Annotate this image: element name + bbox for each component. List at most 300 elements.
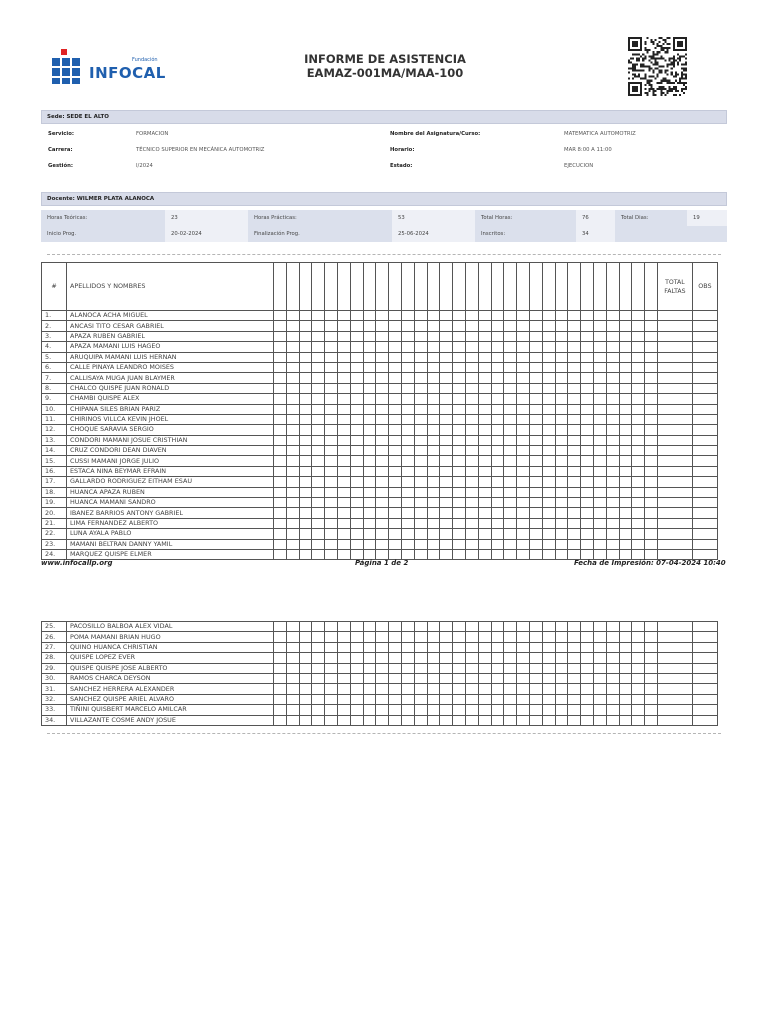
attendance-cell [325,352,338,362]
attendance-cell [517,539,530,549]
attendance-cell [363,518,376,528]
docente-band: Docente: WILMER PLATA ALANOCA [41,192,727,206]
attendance-cell [414,394,427,404]
attendance-cell [478,632,491,642]
attendance-cell [645,487,658,497]
obs-cell [692,673,717,683]
attendance-cell [414,498,427,508]
attendance-cell [593,435,606,445]
attendance-cell [286,715,299,725]
attendance-cell [568,518,581,528]
attendance-cell [440,653,453,663]
attendance-cell [555,529,568,539]
attendance-cell [401,414,414,424]
attendance-cell [453,342,466,352]
attendance-cell [504,342,517,352]
attendance-cell [312,352,325,362]
total-faltas-cell [657,632,692,642]
attendance-cell [427,518,440,528]
attendance-cell [312,632,325,642]
attendance-cell [517,466,530,476]
horario-label: Horario: [390,147,415,153]
attendance-cell [376,508,389,518]
obs-cell [692,653,717,663]
attendance-cell [427,673,440,683]
header-day-cell [632,263,645,311]
attendance-cell [337,362,350,372]
table-row [42,394,718,404]
attendance-cell [427,487,440,497]
attendance-cell [274,632,287,642]
attendance-cell [491,331,504,341]
attendance-cell [350,705,363,715]
attendance-cell [312,498,325,508]
attendance-cell [465,425,478,435]
header-day-cell [517,263,530,311]
attendance-cell [286,622,299,632]
attendance-cell [491,684,504,694]
attendance-cell [555,508,568,518]
attendance-cell [517,311,530,321]
attendance-cell [619,487,632,497]
table-row [42,311,718,321]
attendance-cell [529,352,542,362]
attendance-cell [337,446,350,456]
attendance-cell [414,518,427,528]
attendance-cell [593,352,606,362]
attendance-cell [299,456,312,466]
attendance-cell [478,549,491,559]
attendance-cell [478,539,491,549]
attendance-cell [517,642,530,652]
attendance-cell [312,446,325,456]
student-name: CONDORI MAMANI JOSUE CRISTHIAN [67,435,274,445]
attendance-cell [619,673,632,683]
attendance-cell [529,435,542,445]
row-number: 30. [42,673,67,683]
attendance-cell [529,663,542,673]
attendance-cell [465,518,478,528]
attendance-cell [581,404,594,414]
attendance-cell [619,311,632,321]
student-name: CRUZ CONDORI DEAN DIAVEN [67,446,274,456]
attendance-cell [593,705,606,715]
attendance-cell [286,705,299,715]
attendance-cell [401,487,414,497]
table-row [42,622,718,632]
attendance-cell [325,694,338,704]
attendance-cell [542,529,555,539]
attendance-cell [529,498,542,508]
attendance-cell [363,446,376,456]
student-name: ARUQUIPA MAMANI LUIS HERNAN [67,352,274,362]
attendance-cell [350,529,363,539]
attendance-cell [504,694,517,704]
row-number: 20. [42,508,67,518]
attendance-cell [542,446,555,456]
attendance-cell [465,622,478,632]
attendance-cell [555,642,568,652]
table-row [42,373,718,383]
attendance-cell [593,518,606,528]
attendance-cell [414,311,427,321]
attendance-cell [555,622,568,632]
attendance-cell [363,539,376,549]
attendance-cell [491,663,504,673]
attendance-cell [440,673,453,683]
attendance-cell [555,673,568,683]
attendance-cell [517,684,530,694]
attendance-cell [414,539,427,549]
attendance-cell [337,425,350,435]
table-row [42,456,718,466]
attendance-cell [478,456,491,466]
attendance-cell [337,498,350,508]
attendance-cell [542,498,555,508]
attendance-cell [568,684,581,694]
student-name: HUANCA APAZA RUBEN [67,487,274,497]
attendance-cell [478,487,491,497]
attendance-cell [299,466,312,476]
attendance-cell [337,694,350,704]
attendance-cell [274,456,287,466]
total-faltas-cell [657,508,692,518]
attendance-cell [619,508,632,518]
attendance-cell [363,342,376,352]
attendance-cell [645,508,658,518]
attendance-cell [542,435,555,445]
attendance-cell [414,373,427,383]
obs-cell [692,487,717,497]
attendance-cell [645,414,658,424]
attendance-cell [632,694,645,704]
attendance-cell [619,362,632,372]
attendance-cell [465,539,478,549]
attendance-cell [389,342,402,352]
total-faltas-cell [657,673,692,683]
attendance-cell [363,715,376,725]
attendance-cell [363,498,376,508]
attendance-cell [274,715,287,725]
attendance-cell [491,477,504,487]
attendance-cell [325,715,338,725]
attendance-cell [517,518,530,528]
attendance-cell [517,404,530,414]
row-number: 23. [42,539,67,549]
table-row [42,653,718,663]
attendance-cell [325,632,338,642]
logo-mark-icon [52,49,86,83]
attendance-cell [389,673,402,683]
attendance-cell [299,404,312,414]
student-name: GALLARDO RODRIGUEZ EITHAM ESAU [67,477,274,487]
attendance-cell [504,414,517,424]
attendance-cell [427,663,440,673]
attendance-cell [581,539,594,549]
attendance-cell [491,321,504,331]
attendance-cell [504,549,517,559]
attendance-cell [427,705,440,715]
attendance-cell [440,684,453,694]
attendance-cell [606,331,619,341]
attendance-cell [337,508,350,518]
attendance-cell [350,352,363,362]
attendance-cell [568,653,581,663]
attendance-cell [555,653,568,663]
attendance-cell [504,663,517,673]
attendance-cell [286,373,299,383]
attendance-cell [389,425,402,435]
attendance-cell [414,331,427,341]
table-row [42,518,718,528]
attendance-cell [350,684,363,694]
attendance-cell [299,311,312,321]
inicio-label: Inicio Prog. [41,226,165,242]
attendance-cell [555,456,568,466]
attendance-cell [325,642,338,652]
attendance-cell [274,498,287,508]
attendance-cell [542,684,555,694]
attendance-cell [427,362,440,372]
row-number: 28. [42,653,67,663]
student-name: LIMA FERNANDEZ ALBERTO [67,518,274,528]
attendance-cell [389,446,402,456]
total-faltas-cell [657,529,692,539]
attendance-cell [542,549,555,559]
header-day-cell [606,263,619,311]
attendance-cell [427,383,440,393]
attendance-cell [350,404,363,414]
attendance-cell [414,321,427,331]
obs-cell [692,321,717,331]
total-faltas-cell [657,373,692,383]
attendance-cell [542,715,555,725]
total-faltas-cell [657,518,692,528]
attendance-cell [286,383,299,393]
attendance-cell [542,414,555,424]
attendance-cell [619,684,632,694]
attendance-cell [274,529,287,539]
attendance-cell [478,311,491,321]
servicio-value: FORMACION [136,131,169,137]
attendance-cell [478,342,491,352]
attendance-cell [312,694,325,704]
attendance-cell [593,414,606,424]
attendance-cell [606,414,619,424]
attendance-cell [325,673,338,683]
attendance-cell [350,446,363,456]
attendance-cell [337,622,350,632]
attendance-cell [491,518,504,528]
attendance-cell [350,477,363,487]
attendance-cell [427,425,440,435]
attendance-cell [363,694,376,704]
attendance-cell [350,673,363,683]
row-number: 2. [42,321,67,331]
attendance-cell [555,632,568,642]
attendance-cell [389,715,402,725]
header-day-cell [619,263,632,311]
row-number: 24. [42,549,67,559]
attendance-cell [274,425,287,435]
attendance-cell [274,642,287,652]
total-faltas-cell [657,321,692,331]
attendance-cell [568,715,581,725]
attendance-cell [414,383,427,393]
attendance-cell [465,529,478,539]
attendance-cell [619,373,632,383]
attendance-cell [376,487,389,497]
attendance-cell [337,632,350,642]
attendance-cell [350,414,363,424]
attendance-cell [529,622,542,632]
table-row [42,435,718,445]
attendance-cell [440,705,453,715]
attendance-cell [504,622,517,632]
attendance-cell [376,383,389,393]
attendance-cell [568,342,581,352]
attendance-cell [645,446,658,456]
attendance-cell [645,383,658,393]
total-faltas-cell [657,362,692,372]
attendance-cell [453,311,466,321]
attendance-cell [581,331,594,341]
attendance-cell [286,435,299,445]
attendance-cell [619,456,632,466]
attendance-cell [325,518,338,528]
attendance-cell [376,653,389,663]
attendance-cell [376,311,389,321]
student-name: CUSSI MAMANI JORGE JULIO [67,456,274,466]
attendance-cell [568,539,581,549]
attendance-cell [325,331,338,341]
total-faltas-cell [657,342,692,352]
fin-label: Finalización Prog. [248,226,392,242]
attendance-cell [389,414,402,424]
attendance-cell [299,663,312,673]
attendance-cell [542,705,555,715]
gestion-label: Gestión: [48,163,73,169]
attendance-cell [453,435,466,445]
attendance-cell [529,456,542,466]
total-faltas-cell [657,715,692,725]
sede-band: Sede: SEDE EL ALTO [41,110,727,124]
attendance-cell [491,362,504,372]
attendance-cell [363,622,376,632]
table-row [42,352,718,362]
attendance-cell [606,342,619,352]
attendance-cell [632,446,645,456]
row-number: 31. [42,684,67,694]
attendance-cell [453,715,466,725]
attendance-cell [478,477,491,487]
attendance-cell [440,404,453,414]
attendance-cell [465,321,478,331]
student-name: CALLISAYA MUGA JUAN BLAYMER [67,373,274,383]
total-faltas-cell [657,477,692,487]
attendance-cell [542,394,555,404]
attendance-cell [325,487,338,497]
attendance-cell [593,642,606,652]
attendance-cell [529,487,542,497]
attendance-cell [632,684,645,694]
attendance-cell [606,705,619,715]
table-row [42,673,718,683]
row-number: 10. [42,404,67,414]
attendance-cell [632,404,645,414]
header-day-cell [286,263,299,311]
attendance-cell [645,715,658,725]
attendance-cell [401,705,414,715]
attendance-cell [389,362,402,372]
attendance-cell [593,663,606,673]
attendance-cell [504,715,517,725]
attendance-cell [363,311,376,321]
attendance-cell [299,622,312,632]
attendance-cell [427,394,440,404]
attendance-cell [363,425,376,435]
attendance-cell [593,684,606,694]
attendance-cell [529,715,542,725]
attendance-cell [376,446,389,456]
attendance-cell [414,642,427,652]
attendance-cell [517,477,530,487]
attendance-cell [389,311,402,321]
attendance-cell [453,321,466,331]
row-number: 15. [42,456,67,466]
attendance-cell [581,498,594,508]
attendance-cell [593,694,606,704]
student-name: TIÑINI QUISBERT MARCELO AMILCAR [67,705,274,715]
attendance-cell [312,508,325,518]
attendance-cell [376,539,389,549]
header-day-cell [414,263,427,311]
attendance-cell [286,653,299,663]
attendance-cell [414,549,427,559]
attendance-cell [401,425,414,435]
attendance-cell [517,622,530,632]
attendance-cell [312,383,325,393]
attendance-cell [465,653,478,663]
attendance-cell [645,684,658,694]
attendance-cell [555,362,568,372]
attendance-cell [593,715,606,725]
attendance-cell [337,414,350,424]
attendance-cell [363,663,376,673]
attendance-cell [414,684,427,694]
attendance-cell [606,632,619,642]
attendance-cell [325,508,338,518]
attendance-cell [504,487,517,497]
obs-cell [692,425,717,435]
attendance-cell [350,383,363,393]
student-name: ANCASI TITO CESAR GABRIEL [67,321,274,331]
attendance-cell [491,466,504,476]
attendance-cell [632,477,645,487]
attendance-cell [414,362,427,372]
attendance-cell [593,362,606,372]
table-row [42,715,718,725]
attendance-cell [286,673,299,683]
attendance-cell [555,466,568,476]
attendance-cell [453,362,466,372]
student-name: SANCHEZ HERRERA ALEXANDER [67,684,274,694]
attendance-cell [568,694,581,704]
attendance-cell [619,498,632,508]
table-row [42,342,718,352]
attendance-cell [478,622,491,632]
attendance-cell [312,705,325,715]
